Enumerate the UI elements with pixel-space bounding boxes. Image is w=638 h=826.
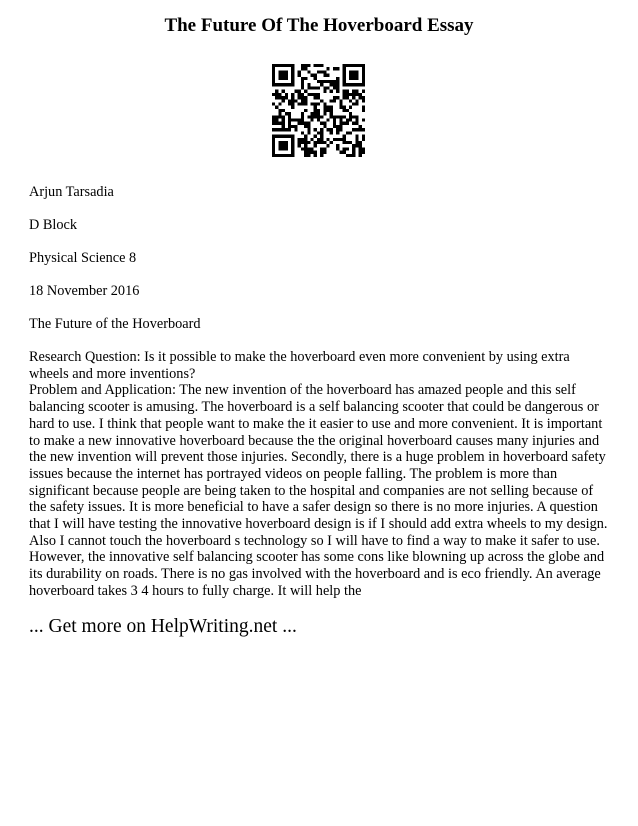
essay-date: 18 November 2016 bbox=[29, 283, 140, 299]
course-name: Physical Science 8 bbox=[29, 250, 137, 266]
essay-body bbox=[29, 349, 611, 600]
research-question-paragraph: Research Question: Is it possible to make the hoverboard even more convenient by using extra wheels and more inventions? bbox=[29, 349, 570, 382]
essay-heading: The Future of the Hoverboard bbox=[29, 316, 201, 332]
qr-code-icon bbox=[272, 64, 365, 157]
get-more-link[interactable]: ... Get more on HelpWriting.net ... bbox=[29, 616, 297, 637]
document-title: The Future Of The Hoverboard Essay bbox=[164, 15, 474, 36]
qr-code-graphic bbox=[272, 64, 365, 157]
class-block: D Block bbox=[29, 217, 78, 233]
author-name: Arjun Tarsadia bbox=[29, 184, 114, 200]
problem-application-paragraph: Problem and Application: The new invention of the hoverboard has amazed people and this self balancing scooter is amusing. The hoverboard is a self balancing scooter that could be dangerous or hard to use. I think that people want to make the it easier to use and more convenient. It is important to make a new innovative hoverboard because the the original hoverboard causes many injuries and the new invention will prevent those injuries. Secondly, there is a huge problem in hoverboard safety issues because the internet has portrayed videos on people falling. The problem is more than significant because people are being taken to the hospital and companies are not selling because of the safety issues. It is more beneficial to have a safer design so there is no more injuries. A question that I will have testing the innovative hoverboard design is if I should add extra wheels to my design. Also I cannot touch the hoverboard s technology so I will have to find a way to make it safer to use. However, the innovative self balancing scooter has some cons like blowning up across the globe and its durability on roads. There is no gas involved with the hoverboard and is eco friendly. An average hoverboard takes 3 4 hours to fully charge. It will help the bbox=[29, 382, 608, 599]
